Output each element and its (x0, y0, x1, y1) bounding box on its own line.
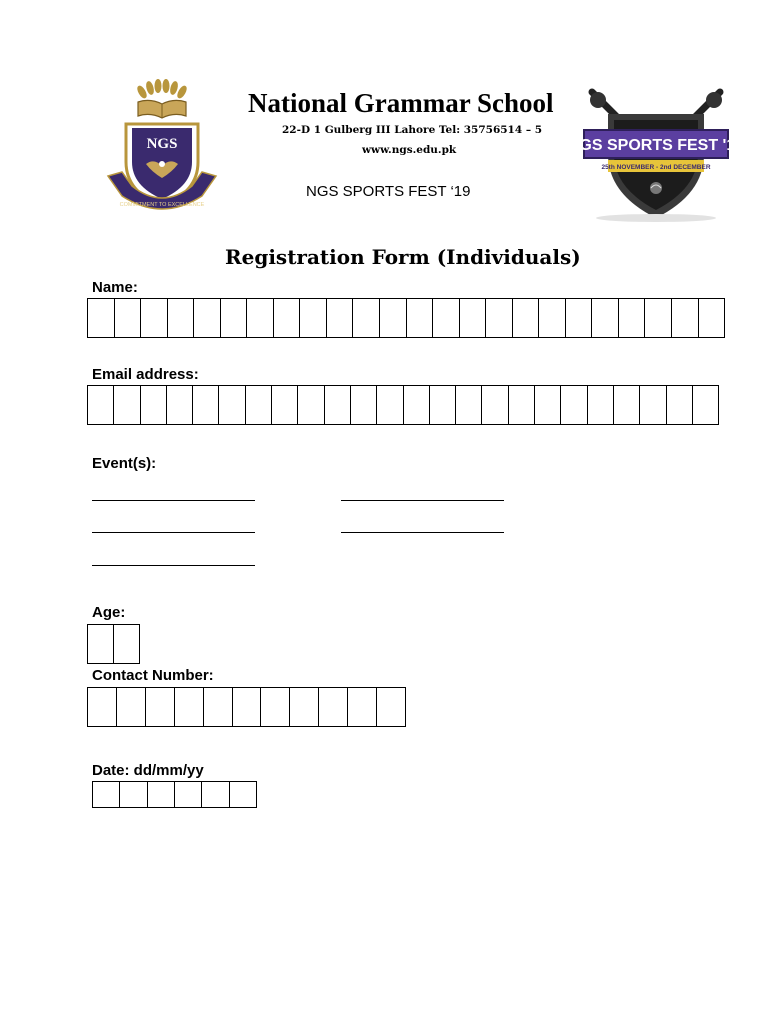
svg-text:COMMITMENT TO EXCELLENCE: COMMITMENT TO EXCELLENCE (119, 202, 205, 208)
event-title: NGS SPORTS FEST ‘19 (306, 183, 471, 200)
event-line-1[interactable] (92, 500, 255, 501)
age-input-boxes[interactable] (87, 624, 140, 664)
sports-fest-badge-logo (567, 84, 745, 224)
date-input-boxes[interactable] (92, 781, 257, 808)
svg-text:NGS: NGS (146, 136, 178, 152)
contact-number-label: Contact Number: (92, 667, 214, 684)
name-input-boxes[interactable] (87, 298, 725, 338)
events-label: Event(s): (92, 455, 157, 472)
ngs-crest-logo (104, 80, 220, 220)
date-label: Date: dd/mm/yy (92, 762, 204, 779)
email-label: Email address: (92, 366, 199, 383)
school-name: National Grammar School (248, 88, 554, 118)
event-line-3[interactable] (92, 532, 255, 533)
age-label: Age: (92, 604, 126, 621)
svg-text:NGS SPORTS FEST '19: NGS SPORTS FEST '19 (567, 137, 745, 154)
svg-text:25th NOVEMBER - 2nd DECEMBER: 25th NOVEMBER - 2nd DECEMBER (601, 164, 711, 171)
event-line-2[interactable] (341, 500, 504, 501)
school-website: www.ngs.edu.pk (362, 144, 457, 156)
form-title: Registration Form (Individuals) (225, 245, 581, 269)
contact-number-input-boxes[interactable] (87, 687, 406, 727)
name-label: Name: (92, 279, 138, 296)
event-line-5[interactable] (92, 565, 255, 566)
school-address: 22-D 1 Gulberg III Lahore Tel: 35756514 – 5 (282, 124, 543, 136)
event-line-4[interactable] (341, 532, 504, 533)
email-input-boxes[interactable] (87, 385, 719, 425)
